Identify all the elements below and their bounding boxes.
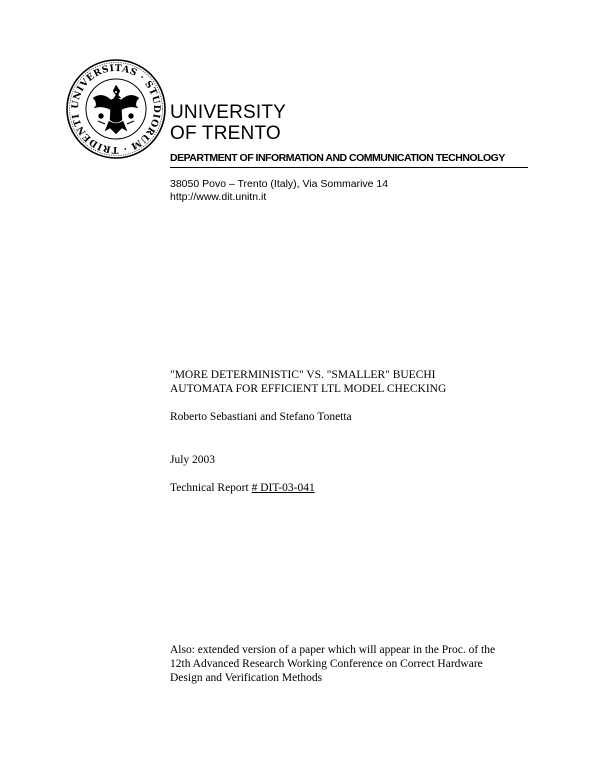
paper-title [170, 368, 446, 396]
note-line3: Design and Verification Methods [170, 672, 323, 684]
report-number-link[interactable]: # DIT-03-041 [251, 482, 315, 494]
publication-note [170, 643, 495, 685]
paper-authors: Roberto Sebastiani and Stefano Tonetta [170, 411, 352, 423]
department-name: DEPARTMENT OF INFORMATION AND COMMUNICATION TECHNOLOGY [170, 152, 528, 168]
university-name [170, 102, 286, 144]
note-line1: Also: extended version of a paper which will appear in the Proc. of the [170, 644, 496, 656]
university-name-line2: OF TRENTO [170, 123, 281, 144]
address-line: 38050 Povo – Trento (Italy), Via Sommarive 14 [170, 178, 389, 190]
website-link[interactable]: http://www.dit.unitn.it [170, 191, 267, 203]
department-address [170, 178, 388, 204]
technical-report [170, 481, 315, 495]
report-date: July 2003 [170, 454, 216, 466]
university-name-line1: UNIVERSITY [170, 102, 287, 123]
note-line2: 12th Advanced Research Working Conference on Correct Hardware [170, 658, 483, 670]
paper-title-line1: "MORE DETERMINISTIC" VS. "SMALLER" BUECHI [170, 369, 436, 381]
paper-title-line2: AUTOMATA FOR EFFICIENT LTL MODEL CHECKING [170, 383, 447, 395]
report-label: Technical Report [170, 482, 252, 494]
university-seal-logo [65, 58, 167, 160]
svg-text:UNIVERSITAS · STUDIORUM · TRID: UNIVERSITAS · STUDIORUM · TRIDENTI [69, 62, 163, 156]
